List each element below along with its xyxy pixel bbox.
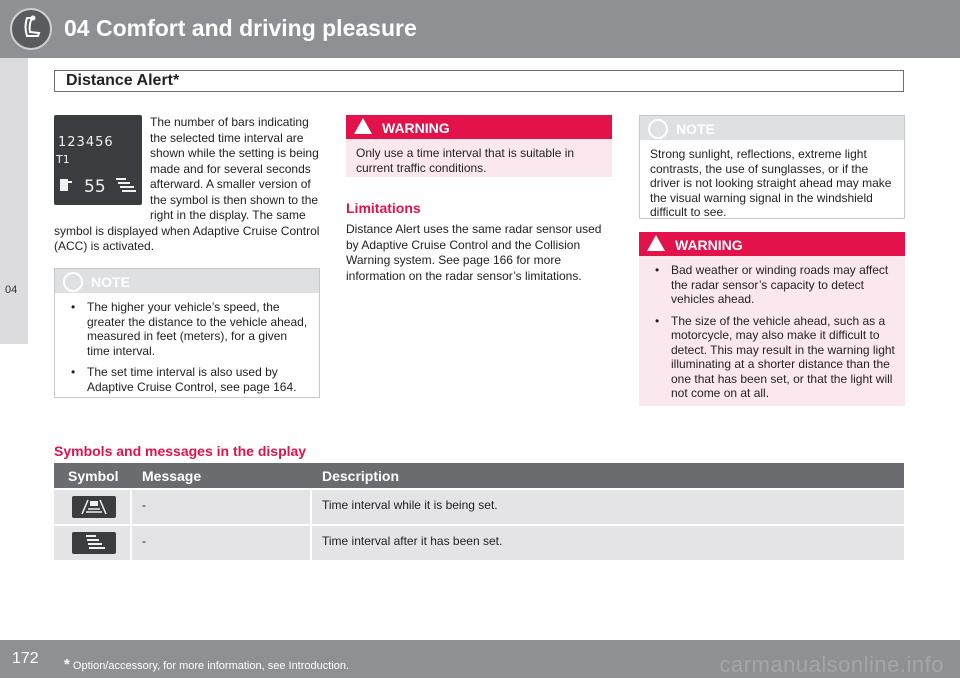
note-header xyxy=(640,116,904,140)
note-text: Strong sunlight, reflections, extreme light contrasts, the use of sunglasses, or if the driver is not looking straight ahead may make the visual warning signal in the windshield difficult to see. xyxy=(650,147,892,219)
warning-box-traffic xyxy=(346,115,612,177)
intro-text: The number of bars indicating the selected time interval are shown while the setting is being made and for several seconds afterward. A smaller version of the symbol is then shown to the right in the display. The same symbol is displayed when Adaptive Cruise Control (ACC) is activated. xyxy=(54,115,320,253)
warning-label: WARNING xyxy=(382,120,450,136)
page-footer xyxy=(0,640,960,678)
warning-triangle-icon xyxy=(647,235,665,251)
footnote xyxy=(64,656,349,673)
chapter-tab-label: 04 xyxy=(5,284,18,296)
list-item: • Bad weather or winding roads may affect the radar sensor’s capacity to detect vehicles ahead. xyxy=(649,263,895,307)
footnote-text: Option/accessory, for more information, see Introduction. xyxy=(69,660,350,672)
table-cell-description: Time interval while it is being set. xyxy=(322,498,498,512)
section-title: Distance Alert* xyxy=(66,72,180,89)
warning-text: Only use a time interval that is suitable in current traffic conditions. xyxy=(356,146,575,175)
note-label: NOTE xyxy=(676,121,715,137)
table-cell-message: - xyxy=(142,498,146,512)
table-cell-message: - xyxy=(142,534,146,548)
chapter-title: 04 Comfort and driving pleasure xyxy=(64,15,417,41)
speed-readout: 55 xyxy=(84,177,106,197)
list-item: • The higher your vehicle’s speed, the greater the distance to the vehicle ahead, measured in feet (meters), for a given time interval. xyxy=(65,300,309,358)
table-heading: Symbols and messages in the display xyxy=(54,443,307,459)
chapter-header xyxy=(0,0,960,58)
distance-bars-icon xyxy=(72,532,116,554)
footnote-mark: * xyxy=(64,656,70,673)
table-header-row xyxy=(54,463,904,488)
distance-bars-car-icon xyxy=(72,496,116,518)
warning-header xyxy=(639,232,905,256)
warning-label: WARNING xyxy=(675,237,743,253)
column-header-message: Message xyxy=(142,468,202,484)
column-header-symbol: Symbol xyxy=(68,468,119,484)
list-item: • The size of the vehicle ahead, such as a motorcycle, may also make it difficult to detect. This may result in the warning light illuminating at a shorter distance than the one that has been set, or that the light will not come on at all. xyxy=(649,314,895,401)
table-cell-description: Time interval after it has been set. xyxy=(322,534,503,548)
odometer-readout: 123456 xyxy=(58,135,114,150)
limitations-heading: Limitations xyxy=(346,200,421,216)
table-row xyxy=(54,526,904,560)
section-title-bar xyxy=(54,70,904,92)
seat-icon xyxy=(10,8,52,50)
info-icon xyxy=(63,272,83,292)
note-box-sunlight xyxy=(639,115,905,219)
chapter-side-tab xyxy=(0,58,28,344)
warning-header xyxy=(346,115,612,139)
page-number: 172 xyxy=(12,650,39,667)
trip-readout: T1 xyxy=(56,153,70,166)
limitations-text: Distance Alert uses the same radar sensor used by Adaptive Cruise Control and the Collision Warning system. See page 166 for more information on the radar sensor’s limitations. xyxy=(346,222,602,283)
note-header xyxy=(55,269,319,293)
intro-paragraph xyxy=(54,115,322,255)
warning-box-weather xyxy=(639,232,905,406)
watermark: carmanualsonline.info xyxy=(719,652,944,677)
column-header-description: Description xyxy=(322,468,400,484)
warning-triangle-icon xyxy=(354,118,372,134)
note-box-speed xyxy=(54,268,320,398)
symbols-table xyxy=(54,463,904,560)
list-item: • The set time interval is also used by Adaptive Cruise Control, see page 164. xyxy=(65,365,309,394)
info-icon xyxy=(648,119,668,139)
table-row xyxy=(54,490,904,524)
note-label: NOTE xyxy=(91,274,130,290)
